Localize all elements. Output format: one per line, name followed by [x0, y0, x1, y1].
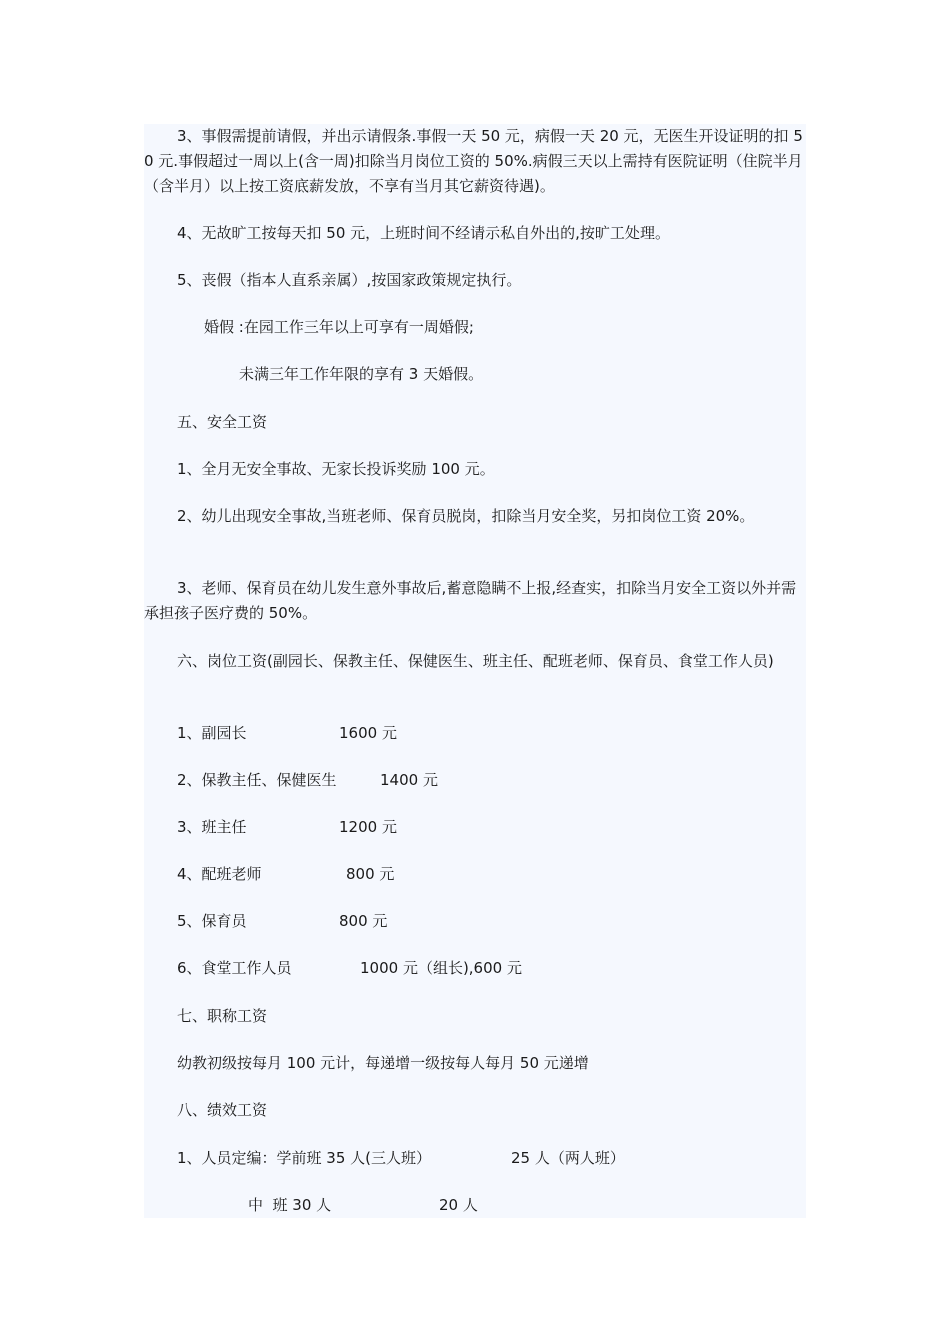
position-amount: 1600 元 — [339, 724, 397, 742]
position-label: 1、副园长 — [177, 724, 247, 742]
safety-rule-2: 2、幼儿出现安全事故,当班老师、保育员脱岗，扣除当月安全奖，另扣岗位工资 20%。 — [177, 507, 755, 525]
leave-rule-5: 5、丧假（指本人直系亲属）,按国家政策规定执行。 — [177, 271, 522, 289]
title-wage-heading: 七、职称工资 — [177, 1007, 268, 1025]
position-wage-heading: 六、岗位工资(副园长、保教主任、保健医生、班主任、配班老师、保育员、食堂工作人员) — [177, 652, 774, 670]
position-amount: 1200 元 — [339, 818, 397, 836]
position-amount: 800 元 — [346, 865, 395, 883]
position-wage-row — [144, 862, 806, 887]
position-label: 4、配班老师 — [177, 865, 262, 883]
position-amount: 800 元 — [339, 912, 388, 930]
staffing-label: 1、人员定编：学前班 35 人(三人班） — [177, 1149, 432, 1167]
safety-wage-heading: 五、安全工资 — [177, 413, 268, 431]
position-wage-row — [144, 721, 806, 746]
position-wage-row — [144, 768, 806, 793]
safety-rule-3: 3、老师、保育员在幼儿发生意外事故后,蓄意隐瞒不上报,经查实，扣除当月安全工资以外并需承担孩子医疗费的 50%。 — [144, 579, 797, 622]
staffing-label: 中 班 30 人 — [248, 1196, 332, 1214]
position-amount: 1000 元（组长),600 元 — [360, 959, 522, 977]
position-wage-row — [144, 956, 806, 981]
leave-rule-4: 4、无故旷工按每天扣 50 元，上班时间不经请示私自外出的,按旷工处理。 — [177, 224, 670, 242]
position-label: 5、保育员 — [177, 912, 247, 930]
title-wage-rule: 幼教初级按每月 100 元计，每递增一级按每人每月 50 元递增 — [177, 1054, 589, 1072]
marriage-leave-short-rule: 未满三年工作年限的享有 3 天婚假。 — [239, 365, 484, 383]
position-label: 6、食堂工作人员 — [177, 959, 292, 977]
position-wage-row — [144, 909, 806, 934]
position-wage-row — [144, 815, 806, 840]
staffing-value: 25 人（两人班） — [511, 1149, 625, 1167]
marriage-leave-rule: 婚假 :在园工作三年以上可享有一周婚假; — [204, 318, 474, 336]
position-label: 2、保教主任、保健医生 — [177, 771, 337, 789]
safety-rule-1: 1、全月无安全事故、无家长投诉奖励 100 元。 — [177, 460, 495, 478]
leave-rule-3: 3、事假需提前请假，并出示请假条.事假一天 50 元，病假一天 20 元，无医生开设证明的扣 50 元.事假超过一周以上(含一周)扣除当月岗位工资的 50%.病假三天以上需持有医院证明（住院半月（含半月）以上按工资底薪发放，不享有当月其它薪资待遇)。 — [144, 127, 803, 195]
staffing-value: 20 人 — [439, 1196, 478, 1214]
staffing-row — [144, 1146, 806, 1171]
performance-wage-heading: 八、绩效工资 — [177, 1101, 268, 1119]
staffing-row — [144, 1193, 806, 1218]
position-label: 3、班主任 — [177, 818, 247, 836]
position-amount: 1400 元 — [380, 771, 438, 789]
